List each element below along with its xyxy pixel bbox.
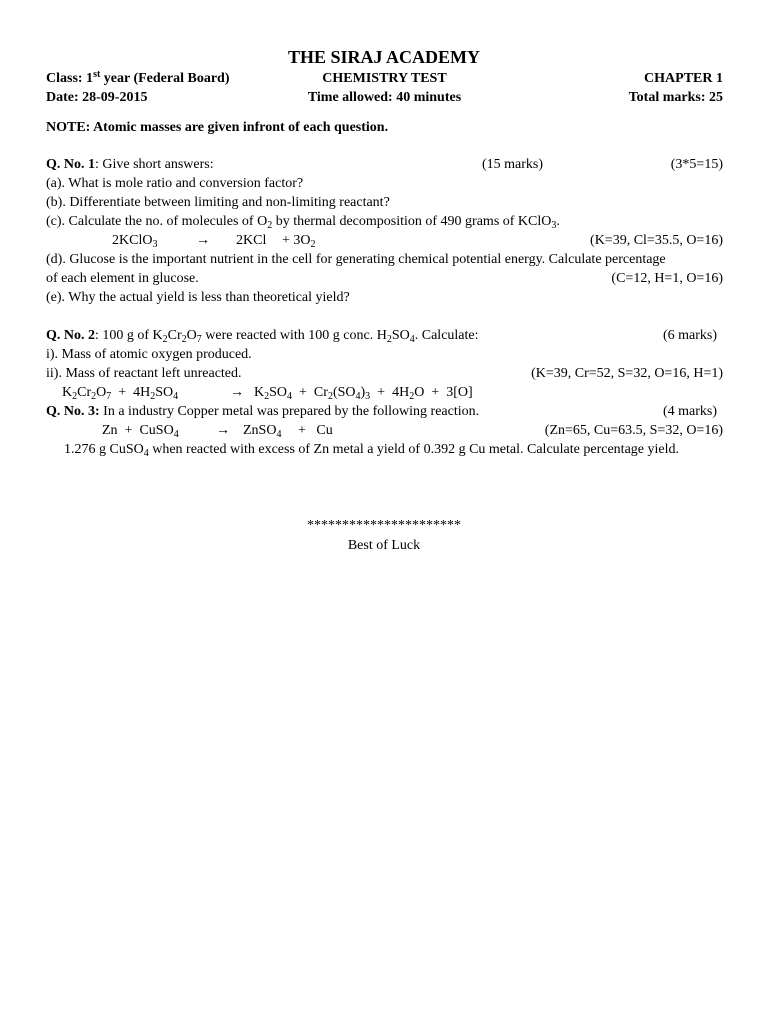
q2-eq-l: O + 3[O] xyxy=(414,385,473,400)
q1-d-text: of each element in glucose. xyxy=(46,271,199,286)
q2-heading xyxy=(46,326,723,345)
q2-eq-reactants xyxy=(62,383,178,402)
q3-eq-b: ZnSO xyxy=(243,423,277,438)
reaction-arrow-icon: → xyxy=(196,233,210,248)
q1-part-c xyxy=(46,212,723,231)
q2-masses: (K=39, Cr=52, S=32, O=16, H=1) xyxy=(531,366,723,381)
q1-c-mid: by thermal decomposition of 490 grams of KClO xyxy=(272,214,552,229)
q1-eq-reactant xyxy=(112,231,157,250)
note: NOTE: Atomic masses are given infront of each question. xyxy=(46,120,389,135)
q2-eq-fs1: 2 xyxy=(264,391,270,402)
q3-eq-a: Zn + CuSO xyxy=(102,423,174,438)
q1-heading xyxy=(46,155,723,174)
q2-ii-text: ii). Mass of reactant left unreacted. xyxy=(46,366,242,381)
q2-eq-ks1: 2 xyxy=(409,391,415,402)
q2-eq-b: Cr xyxy=(77,385,92,400)
q2-eq-gs1: 4 xyxy=(287,391,293,402)
q2-t5: SO xyxy=(391,328,410,343)
q3-question-text xyxy=(64,440,679,459)
q2-t6: . Calculate: xyxy=(414,328,479,343)
q1-c-masses: (K=39, Cl=35.5, O=16) xyxy=(590,233,723,248)
q3-eq-b-sub: 4 xyxy=(276,429,282,440)
q1-eq-reactant-text: 2KClO xyxy=(112,233,153,248)
class-rest: year (Federal Board) xyxy=(100,71,230,86)
chapter-label: CHAPTER 1 xyxy=(644,71,723,86)
q2-s5: 4 xyxy=(409,334,415,345)
q3-text: In a industry Copper metal was prepared by the following reaction. xyxy=(99,404,480,419)
q3-heading xyxy=(46,402,723,421)
q1-eq-product-1: 2KCl xyxy=(236,233,267,248)
q2-eq-cs1: 7 xyxy=(106,391,112,402)
q3-question xyxy=(46,440,723,459)
q1-c-sub: 2 xyxy=(267,220,273,231)
q2-s4: 2 xyxy=(386,334,392,345)
q1-eq-product-2 xyxy=(282,231,316,250)
q1-intro: : Give short answers: xyxy=(95,157,214,172)
test-date: Date: 28-09-2015 xyxy=(46,90,148,105)
q2-t3: O xyxy=(186,328,197,343)
q2-marks: (6 marks) xyxy=(662,328,717,343)
q1-part-a: (a). What is mole ratio and conversion factor? xyxy=(46,176,304,191)
q2-eq-j: ) xyxy=(360,385,366,400)
reaction-arrow-icon: → xyxy=(216,423,230,438)
q3-eq-a-sub: 4 xyxy=(173,429,179,440)
q2-eq-i: (SO xyxy=(332,385,356,400)
q2-eq-h: + Cr xyxy=(292,385,328,400)
q2-eq-products xyxy=(254,383,473,402)
q2-t2: Cr xyxy=(167,328,182,343)
q3-last-pre: 1.276 g CuSO xyxy=(64,442,144,457)
q3-masses: (Zn=65, Cu=63.5, S=32, O=16) xyxy=(544,423,723,438)
q2-part-ii xyxy=(46,364,723,383)
q2-s2: 2 xyxy=(181,334,187,345)
q1-equation xyxy=(46,231,723,250)
q3-last-sub: 4 xyxy=(143,448,149,459)
class-label: Class: 1 xyxy=(46,71,94,86)
q1-eq-plus-sub: 2 xyxy=(310,239,316,250)
footer-stars: ********************** xyxy=(307,518,461,533)
q2-eq-g: SO xyxy=(269,385,288,400)
test-name: CHEMISTRY TEST xyxy=(322,71,447,86)
q1-split: (3*5=15) xyxy=(670,157,723,172)
q2-t1: : 100 g of K xyxy=(95,328,163,343)
total-marks: Total marks: 25 xyxy=(628,90,723,105)
q1-part-d-line1: (d). Glucose is the important nutrient in the cell for generating chemical potential energy. Calculate percentage xyxy=(46,252,666,267)
q1-d-masses: (C=12, H=1, O=16) xyxy=(611,271,723,286)
q2-eq-bs1: 2 xyxy=(91,391,97,402)
q2-eq-a: K xyxy=(62,385,73,400)
q2-eq-d: + 4H xyxy=(111,385,151,400)
q1-eq-plus: + 3O xyxy=(282,233,311,248)
q2-eq-js1: 3 xyxy=(365,391,371,402)
q1-part-d-line2 xyxy=(46,269,723,288)
q3-equation xyxy=(46,421,723,440)
q3-eq-reactants xyxy=(102,421,179,440)
q1-label: Q. No. 1 xyxy=(46,157,95,172)
footer-luck: Best of Luck xyxy=(347,538,421,553)
q2-eq-is1: 4 xyxy=(355,391,361,402)
academy-title: THE SIRAJ ACADEMY xyxy=(287,47,481,67)
q2-eq-f: K xyxy=(254,385,265,400)
q1-marks: (15 marks) xyxy=(482,157,544,172)
q3-eq-product-2: + Cu xyxy=(298,423,333,438)
q1-part-e: (e). Why the actual yield is less than theoretical yield? xyxy=(46,290,350,305)
q2-eq-c: O xyxy=(96,385,107,400)
q3-marks: (4 marks) xyxy=(662,404,717,419)
q1-c-pre: (c). Calculate the no. of molecules of O xyxy=(46,214,268,229)
q2-t4: were reacted with 100 g conc. H xyxy=(201,328,387,343)
q2-s3: 7 xyxy=(196,334,202,345)
time-allowed: Time allowed: 40 minutes xyxy=(307,90,462,105)
q1-eq-reactant-sub: 3 xyxy=(152,239,158,250)
q1-part-b: (b). Differentiate between limiting and non-limiting reactant? xyxy=(46,195,390,210)
q2-eq-k: + 4H xyxy=(370,385,410,400)
q2-label: Q. No. 2 xyxy=(46,328,95,343)
q2-equation xyxy=(46,383,723,402)
q2-eq-hs1: 2 xyxy=(327,391,333,402)
q2-eq-ds1: 2 xyxy=(150,391,156,402)
q3-eq-product-1 xyxy=(243,421,281,440)
q3-last-post: when reacted with excess of Zn metal a yield of 0.392 g Cu metal. Calculate percentage yield. xyxy=(148,442,679,457)
q2-s1: 2 xyxy=(162,334,168,345)
q2-eq-es1: 4 xyxy=(173,391,179,402)
reaction-arrow-icon: → xyxy=(230,385,244,400)
q2-eq-as1: 2 xyxy=(72,391,78,402)
q2-eq-e: SO xyxy=(155,385,174,400)
q3-label: Q. No. 3: xyxy=(46,404,100,419)
q1-c-sub2: 3 xyxy=(551,220,557,231)
class-sup: st xyxy=(93,69,101,80)
q1-c-end: . xyxy=(556,214,560,229)
q2-part-i: i). Mass of atomic oxygen produced. xyxy=(46,347,252,362)
